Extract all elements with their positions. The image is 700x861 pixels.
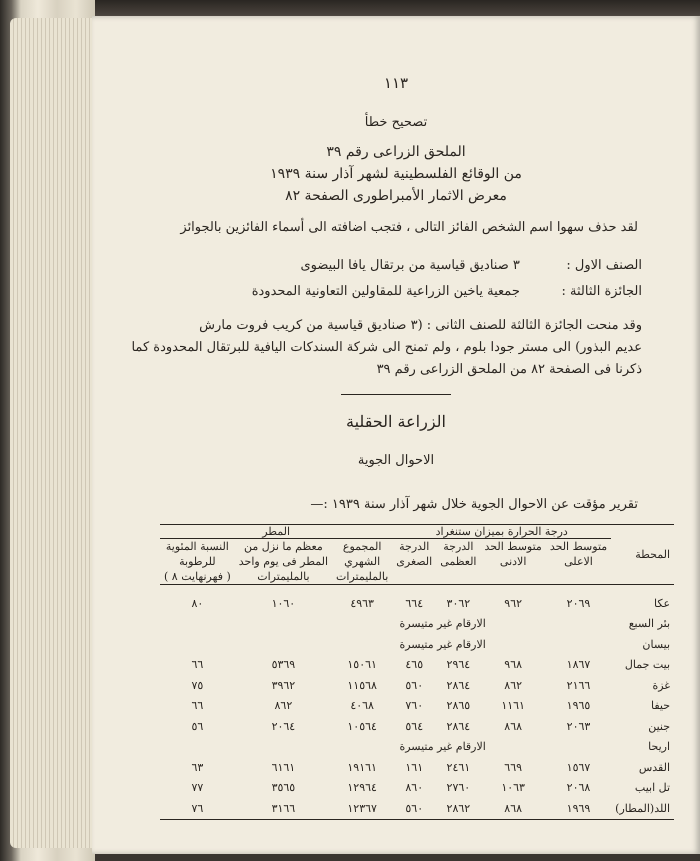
value-cell-highest: ٢٨٦٤ [446, 678, 471, 692]
value-cell-lowest: ٥٦٠ [392, 798, 436, 819]
value-cell-total: ١٥٠٦١ [347, 658, 377, 672]
value-cell-avg-max: ٢٠٦٩ [566, 596, 591, 610]
header-humidity: النسبة المئوية للرطوبة ( فهرنهايت ٨ ) [160, 539, 235, 585]
value-cell-lowest: ٦٦٤ [405, 596, 424, 610]
heading-line-3: معرض الاثمار الأمبراطورى الصفحة ٨٢ [285, 188, 507, 204]
prize-label: الجائزة الثالثة : [561, 284, 642, 299]
table-row [160, 798, 674, 819]
value-cell-total: ٤٩٦٣ [350, 596, 374, 610]
station-cell: اريحا [648, 740, 671, 754]
table-row [160, 778, 674, 799]
header-avg-max: متوسط الحد الاعلى [546, 539, 611, 585]
table-row [160, 634, 674, 655]
paragraph-line-2: عديم البذور) الى مستر جودا بلوم ، ولم تمنح الى شركة السندكات اليافية للبرتقال المحدودة كما [131, 340, 642, 355]
value-cell-humidity: ٦٣ [191, 760, 204, 774]
value-cell-avg-max: ١٨٦٧ [566, 658, 591, 672]
station-cell: حيفا [651, 699, 671, 713]
value-cell-highest: ٢٨٦٤ [446, 719, 471, 733]
empty-cell [546, 634, 611, 655]
value-cell-max-day: ٣١٦٦ [235, 798, 332, 819]
weather-table [160, 524, 674, 820]
prize-row [300, 258, 642, 273]
value-cell-max-day: ٥٣٦٩ [271, 658, 296, 672]
unavailable-note: الارقام غير متيسرة [399, 617, 486, 631]
value-cell-humidity: ٨٠ [191, 596, 204, 610]
weather-table-body [160, 585, 674, 820]
station-cell: بئر السبع [628, 617, 671, 631]
value-cell-avg-min: ٨٦٨ [480, 798, 545, 819]
value-cell-total: ١٢٣٦٧ [332, 798, 392, 819]
value-cell-highest: ٢٨٦٢ [436, 798, 480, 819]
table-row [160, 655, 674, 676]
unavailable-note: الارقام غير متيسرة [399, 740, 486, 754]
value-cell-lowest: ٥٦٤ [405, 719, 424, 733]
value-cell-max-day: ٣٥٦٥ [271, 781, 296, 795]
station-cell: غزة [652, 678, 671, 692]
value-cell-humidity: ٦٦ [191, 699, 204, 713]
value-cell-humidity: ٦٦ [191, 658, 204, 672]
station-cell: تل ابيب [634, 781, 671, 795]
table-row [160, 737, 674, 758]
header-avg-min: متوسط الحد الادنى [480, 539, 545, 585]
value-cell-max-day: ٣٩٦٢ [271, 678, 296, 692]
value-cell-humidity: ٥٦ [191, 719, 204, 733]
paragraph-line-3: ذكرنا فى الصفحة ٨٢ من الملحق الزراعى رقم ٣٩ [376, 362, 642, 377]
prize-text: جمعية ياخين الزراعية للمقاولين التعاونية المحدودة [251, 284, 520, 299]
header-highest: الدرجة العظمى [436, 539, 480, 585]
value-cell-total: ١٠٥٦٤ [347, 719, 377, 733]
header-station: المحطة [611, 525, 674, 585]
table-row [160, 614, 674, 635]
section-divider [341, 394, 451, 395]
value-cell-total: ١٩١٦١ [347, 760, 377, 774]
header-max-daily: معظم ما نزل من المطر فى يوم واحد بالمليمترات [235, 539, 332, 585]
value-cell-lowest: ٤٦٥ [405, 658, 424, 672]
value-cell-highest: ٢٩٦٤ [446, 658, 471, 672]
value-cell-avg-max: ٢٠٦٨ [566, 781, 591, 795]
empty-cell [546, 737, 611, 758]
report-line: تقرير مؤقت عن الاحوال الجوية خلال شهر آذار سنة ١٩٣٩ :— [310, 497, 638, 512]
value-cell-highest: ٣٠٦٢ [446, 596, 471, 610]
value-cell-highest: ٢٧٦٠ [446, 781, 471, 795]
heading-line-2: من الوقائع الفلسطينية لشهر آذار سنة ١٩٣٩ [270, 166, 522, 182]
value-cell-avg-max: ١٥٦٧ [566, 760, 591, 774]
prize-text: ٣ صناديق قياسية من برتقال يافا البيضوى [300, 258, 520, 273]
value-cell-highest: ٢٤٦١ [446, 760, 471, 774]
value-cell-max-day: ١٠٦٠ [271, 596, 296, 610]
station-cell: القدس [638, 760, 671, 774]
table-row [160, 716, 674, 737]
station-cell: عكا [654, 596, 671, 610]
value-cell-highest: ٢٨٦٥ [446, 699, 471, 713]
weather-title: الاحوال الجوية [357, 453, 435, 468]
value-cell-avg-max: ٢٠٦٣ [566, 719, 591, 733]
value-cell-total: ٤٠٦٨ [350, 699, 374, 713]
intro-text: لقد حذف سهوا اسم الشخص الفائز التالى ، فتجب اضافته الى أسماء الفائزين بالجوائز [180, 220, 638, 235]
table-row [160, 675, 674, 696]
station-cell: بيت جمال [624, 658, 671, 672]
header-group-rain: المطر [160, 525, 392, 539]
header-monthly-total: المجموع الشهري بالمليمترات [332, 539, 392, 585]
value-cell-avg-min: ٩٦٨ [504, 658, 523, 672]
header-group-temperature: درجة الحرارة بميزان ستنغراد [392, 525, 611, 539]
value-cell-avg-min: ٩٦٢ [504, 596, 523, 610]
value-cell-avg-min: ١٠٦٣ [501, 781, 525, 795]
value-cell-humidity: ٧٦ [160, 798, 235, 819]
value-cell-total: ١١٥٦٨ [347, 678, 377, 692]
station-cell: بيسان [642, 637, 671, 651]
unavailable-note: الارقام غير متيسرة [399, 637, 486, 651]
value-cell-lowest: ٧٦٠ [405, 699, 424, 713]
value-cell-lowest: ٨٦٠ [405, 781, 424, 795]
value-cell-max-day: ٨٦٢ [274, 699, 293, 713]
heading-line-1: الملحق الزراعى رقم ٣٩ [326, 144, 466, 160]
book-page [92, 16, 700, 854]
station-cell: جنين [648, 719, 671, 733]
page-number: ١١٣ [383, 74, 409, 92]
prize-label: الصنف الاول : [566, 258, 642, 273]
station-cell: اللد(المطار) [611, 798, 674, 819]
value-cell-avg-min: ٨٦٨ [504, 719, 523, 733]
value-cell-avg-max: ١٩٦٩ [546, 798, 611, 819]
value-cell-total: ١٢٩٦٤ [347, 781, 377, 795]
prize-row [252, 284, 642, 299]
section-title: الزراعة الحقلية [346, 412, 446, 431]
value-cell-lowest: ١٦١ [405, 760, 424, 774]
value-cell-avg-min: ٨٦٢ [504, 678, 523, 692]
value-cell-lowest: ٥٦٠ [405, 678, 424, 692]
value-cell-humidity: ٧٥ [191, 678, 204, 692]
page-stack-edges [10, 18, 100, 848]
header-lowest: الدرجة الصغرى [392, 539, 436, 585]
page-content [92, 16, 700, 854]
table-row [160, 593, 674, 614]
table-row [160, 696, 674, 717]
value-cell-humidity: ٧٧ [191, 781, 204, 795]
table-row [160, 757, 674, 778]
paragraph-line-1: وقد منحت الجائزة الثالثة للصنف الثانى : (٣ صناديق قياسية من كريب فروت مارش [199, 318, 642, 333]
value-cell-avg-min: ١١٦١ [501, 699, 525, 713]
value-cell-max-day: ٦١٦١ [271, 760, 296, 774]
empty-cell [546, 614, 611, 635]
value-cell-avg-max: ١٩٦٥ [566, 699, 591, 713]
value-cell-avg-max: ٢١٦٦ [566, 678, 591, 692]
value-cell-max-day: ٢٠٦٤ [271, 719, 296, 733]
correction-title: تصحيح خطأ [364, 115, 428, 130]
value-cell-avg-min: ٦٦٩ [504, 760, 523, 774]
